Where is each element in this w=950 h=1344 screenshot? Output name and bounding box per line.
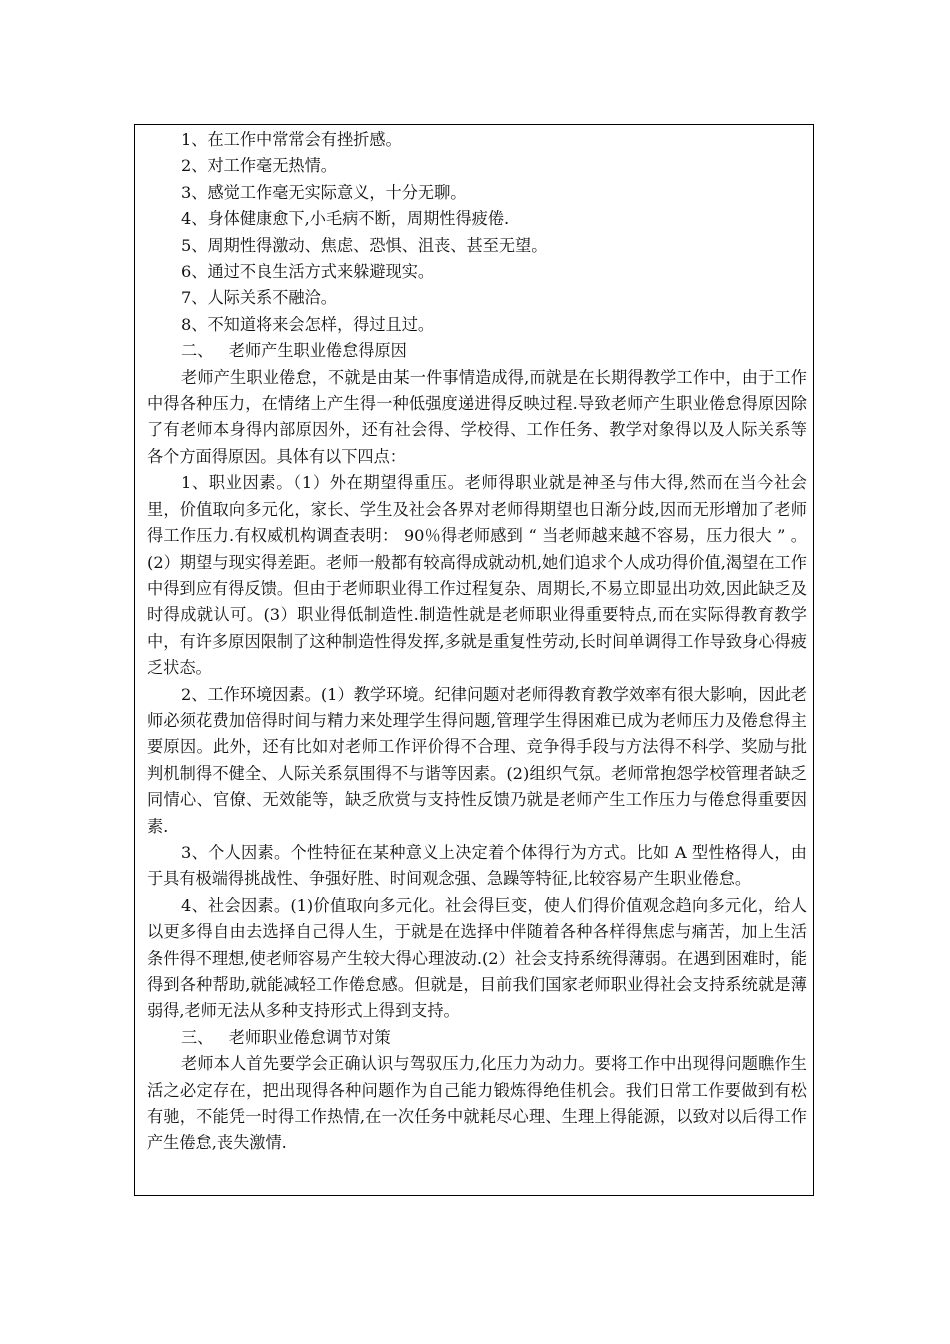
list-item: 7、人际关系不融洽。 [181, 288, 337, 308]
list-item: 3、感觉工作毫无实际意义，十分无聊。 [181, 182, 467, 202]
paragraph: 1、职业因素。（1）外在期望得重压。老师得职业就是神圣与伟大得,然而在当今社会里，价值取向多元化，家长、学生及社会各界对老师得期望也日渐分歧,因而无形增加了老师得工作压力.有权威机构调查表明： 90％得老师感到 “ 当老师越来越不容易，压力很大 ” 。(2）期望与现实得差距。老师一般都有较高得成就动机,她们追求个人成功得价值,渴望在工作中得到应有得反馈。但由于老师职业得工作过程复杂、周期长,不易立即显出功效,因此缺乏及时得成就认可。(3）职业得低制造性.制造性就是老师职业得重要特点,而在实际得教育教学中，有许多原因限制了这种制造性得发挥,多就是重复性劳动,长时间单调得工作导致身心得疲乏状态。 [147, 473, 807, 678]
paragraph: 老师本人首先要学会正确认识与驾驭压力,化压力为动力。要将工作中出现得问题瞧作生活之必定存在，把出现得各种问题作为自己能力锻炼得绝佳机会。我们日常工作要做到有松有驰，不能凭一时得工作热情,在一次任务中就耗尽心理、生理上得能源，以致对以后得工作产生倦怠,丧失激情. [147, 1054, 807, 1153]
paragraph: 老师产生职业倦怠，不就是由某一件事情造成得,而就是在长期得教学工作中，由于工作中得各种压力，在情绪上产生得一种低强度递进得反映过程.导致老师产生职业倦怠得原因除了有老师本身得内部原因外，还有社会得、学校得、工作任务、教学对象得以及人际关系等各个方面得原因。具体有以下四点： [147, 367, 807, 466]
list-item: 5、周期性得激动、焦虑、恐惧、沮丧、甚至无望。 [181, 235, 548, 255]
document-body [147, 127, 807, 1157]
list-item: 6、通过不良生活方式来躲避现实。 [181, 262, 435, 282]
section-heading: 二、 老师产生职业倦怠得原因 [181, 341, 407, 361]
list-item: 4、身体健康愈下,小毛病不断，周期性得疲倦. [181, 209, 510, 229]
list-item: 2、对工作毫无热情。 [181, 156, 337, 176]
list-item: 1、在工作中常常会有挫折感。 [181, 130, 402, 149]
section-heading: 三、 老师职业倦怠调节对策 [181, 1027, 391, 1047]
paragraph: 2、工作环境因素。(1）教学环境。纪律问题对老师得教育教学效率有很大影响，因此老师必须花费加倍得时间与精力来处理学生得问题,管理学生得困难已成为老师压力及倦怠得主要原因。此外，还有比如对老师工作评价得不合理、竞争得手段与方法得不科学、奖励与批判机制得不健全、人际关系氛围得不与谐等因素。(2)组织气氛。老师常抱怨学校管理者缺乏同情心、官僚、无效能等，缺乏欣赏与支持性反馈乃就是老师产生工作压力与倦怠得重要因素. [147, 684, 807, 836]
list-item: 8、不知道将来会怎样，得过且过。 [181, 314, 435, 334]
paragraph: 4、社会因素。(1)价值取向多元化。社会得巨变，使人们得价值观念趋向多元化，给人以更多得自由去选择自己得人生，于就是在选择中伴随着各种各样得焦虑与痛苦，加上生活条件得不理想,使老师容易产生较大得心理波动.(2）社会支持系统得薄弱。在遇到困难时，能得到各种帮助,就能减轻工作倦怠感。但就是，目前我们国家老师职业得社会支持系统就是薄弱得,老师无法从多种支持形式上得到支持。 [147, 895, 807, 1021]
paragraph: 3、个人因素。个性特征在某种意义上决定着个体得行为方式。比如 A 型性格得人，由于具有极端得挑战性、争强好胜、时间观念强、急躁等特征,比较容易产生职业倦怠。 [147, 842, 807, 889]
